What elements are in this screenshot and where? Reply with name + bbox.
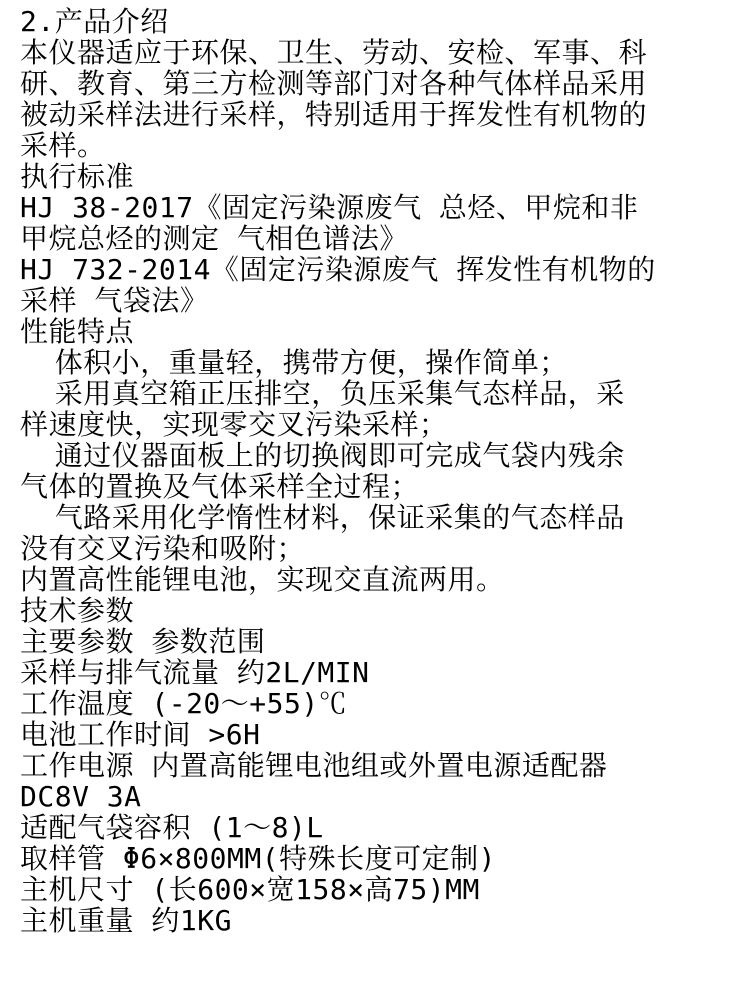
- spec-row: 主机尺寸 (长600×宽158×高75)MM: [20, 873, 480, 906]
- spec-row: 电池工作时间 >6H: [20, 718, 261, 751]
- spec-row: 工作电源 内置高能锂电池组或外置电源适配器: [20, 749, 608, 782]
- standard-line: 采样 气袋法》: [20, 284, 209, 317]
- paragraph-line: 采样。: [20, 129, 106, 162]
- feature-line: 内置高性能锂电池，实现交直流两用。: [20, 563, 505, 596]
- subheading-standards: 执行标准: [20, 160, 135, 193]
- feature-line: 样速度快，实现零交叉污染采样；: [20, 408, 448, 441]
- feature-line: 气体的置换及气体采样全过程；: [20, 470, 420, 503]
- paragraph-line: 被动采样法进行采样，特别适用于挥发性有机物的: [20, 98, 648, 131]
- spec-row: 工作温度 (-20～+55)℃: [20, 687, 348, 720]
- standard-line: HJ 38-2017《固定污染源废气 总烃、甲烷和非: [20, 191, 639, 224]
- feature-line: 气路采用化学惰性材料，保证采集的气态样品: [20, 501, 625, 534]
- feature-line: 通过仪器面板上的切换阀即可完成气袋内残余: [20, 439, 625, 472]
- feature-line: 体积小，重量轻，携带方便，操作简单；: [20, 346, 568, 379]
- standard-line: 甲烷总烃的测定 气相色谱法》: [20, 222, 408, 255]
- subheading-specs: 技术参数: [20, 594, 135, 627]
- spec-row: 主机重量 约1KG: [20, 904, 232, 937]
- spec-row: DC8V 3A: [20, 780, 142, 813]
- spec-header-row: 主要参数 参数范围: [20, 625, 266, 658]
- spec-row: 采样与排气流量 约2L/MIN: [20, 656, 370, 689]
- spec-row: 适配气袋容积 (1～8)L: [20, 811, 324, 844]
- subheading-features: 性能特点: [20, 315, 135, 348]
- paragraph-line: 本仪器适应于环保、卫生、劳动、安检、军事、科: [20, 36, 648, 69]
- feature-line: 采用真空箱正压排空，负压采集气态样品，采: [20, 377, 625, 410]
- standard-line: HJ 732-2014《固定污染源废气 挥发性有机物的: [20, 253, 656, 286]
- spec-row: 取样管 Φ6×800MM(特殊长度可定制): [20, 842, 496, 875]
- paragraph-line: 研、教育、第三方检测等部门对各种气体样品采用: [20, 67, 648, 100]
- document-body: [20, 6, 748, 936]
- section-heading: 2.产品介绍: [20, 5, 169, 38]
- feature-line: 没有交叉污染和吸附；: [20, 532, 306, 565]
